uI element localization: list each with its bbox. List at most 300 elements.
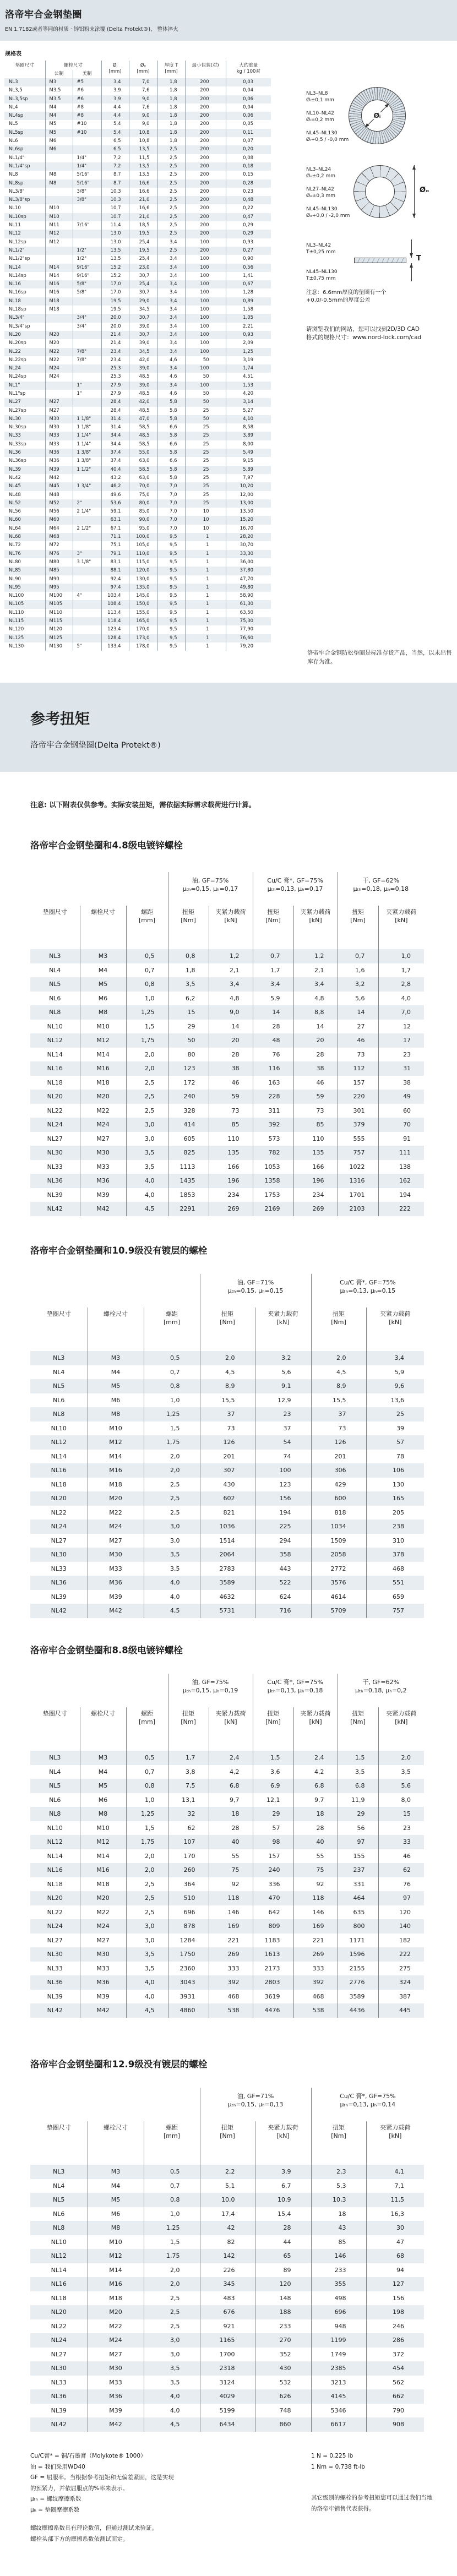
table-cell: 4,4 <box>101 104 129 112</box>
table-row <box>4 171 271 179</box>
table-cell: 34,4 <box>101 440 129 449</box>
table-cell: 200 <box>185 104 226 112</box>
table-cell: 1,0 <box>126 1793 168 1807</box>
thickness-dimension-line <box>411 263 412 281</box>
table-row <box>4 280 271 288</box>
table-cell: 538 <box>293 2003 338 2018</box>
table-cell: 142 <box>200 2249 255 2263</box>
table-cell: 25,4 <box>129 255 157 263</box>
table-cell: 25,4 <box>129 238 157 247</box>
table-cell: 10,8 <box>129 129 157 137</box>
table-cell: M33 <box>45 432 73 440</box>
table-row <box>30 1835 424 1849</box>
table-cell: M39 <box>88 2404 144 2418</box>
table-cell: M27 <box>88 1534 144 1548</box>
col-torque: 扭矩 [Nm] <box>168 906 209 949</box>
col-inner-diameter: Øᵢ [mm] <box>101 61 129 78</box>
table-cell: #6 <box>73 95 101 104</box>
table-cell: 1,25 <box>126 1005 168 1020</box>
table-cell: 8,8 <box>293 1005 338 1020</box>
table-cell: M27 <box>45 407 73 415</box>
table-cell: 0,27 <box>226 247 271 255</box>
lube-group-paste: Cu/C 膏*, GF=75% μₜₕ=0,13, μₕ=0,18 <box>253 1674 338 1707</box>
footnote-other-grades <box>311 2493 451 2514</box>
table-cell: 120 <box>255 2277 311 2291</box>
table-cell: 34,4 <box>101 432 129 440</box>
table-cell: NL36 <box>51 1579 67 1586</box>
col-us: 美制 <box>73 70 101 78</box>
table-row <box>4 550 271 558</box>
col-clamp-load: 夹紧力载荷 [kN] <box>293 906 338 949</box>
table-cell: 123 <box>168 1061 209 1076</box>
table-cell: 3,4 <box>366 1351 424 1365</box>
table-row <box>4 323 271 331</box>
table-cell: M27 <box>80 1132 126 1146</box>
table-cell: 387 <box>378 1990 424 2004</box>
table-cell: 31 <box>378 1061 424 1076</box>
table-cell: 311 <box>253 1104 293 1118</box>
table-cell: NL22 <box>9 348 21 355</box>
table-cell: NL36 <box>47 1177 63 1184</box>
table-cell: 57 <box>366 1435 424 1450</box>
table-cell: 800 <box>338 1919 378 1934</box>
text-line: 的洛帝牢销售代表获得。 <box>311 2505 375 2512</box>
table-cell: 196 <box>209 1174 253 1188</box>
table-cell: NL22 <box>47 1908 63 1916</box>
table-cell: M8 <box>88 1407 144 1422</box>
table-cell: #6 <box>73 86 101 95</box>
table-row <box>4 154 271 162</box>
table-cell: M3 <box>88 1351 144 1365</box>
table-cell: 3,9 <box>101 95 129 104</box>
table-cell: 63,50 <box>226 609 271 617</box>
col-torque: 扭矩 [Nm] <box>168 1707 209 1751</box>
table-cell: 3213 <box>311 2376 366 2390</box>
table-row <box>30 1005 424 1020</box>
table-row <box>4 541 271 549</box>
torque-section-header <box>0 683 457 772</box>
table-cell: NL68 <box>9 534 21 540</box>
table-cell: 188 <box>255 2305 311 2319</box>
thickness-tolerance-note: NL45–NL130 T±0,75 mm <box>306 269 338 281</box>
table-cell: 233 <box>255 2319 311 2334</box>
table-cell: 3,5 <box>144 2376 200 2390</box>
table-cell: 116 <box>253 1061 293 1076</box>
table-cell: 12,9 <box>255 1393 311 1408</box>
table-cell: 5" <box>73 642 101 651</box>
table-cell: 7,2 <box>101 162 129 171</box>
table-cell: 9,7 <box>293 1793 338 1807</box>
table-cell: NL80 <box>9 559 21 565</box>
table-cell: 9,5 <box>157 609 185 617</box>
table-cell: 0,08 <box>226 154 271 162</box>
table-cell: 364 <box>168 1877 209 1892</box>
table-cell: 3,0 <box>126 1118 168 1132</box>
table-cell: 3,9 <box>255 2165 311 2179</box>
table-cell: M22 <box>80 1905 126 1920</box>
table-cell <box>45 188 73 196</box>
table-cell: M24 <box>80 1118 126 1132</box>
table-cell: 75 <box>293 1863 338 1877</box>
table-cell: M5 <box>88 1379 144 1393</box>
table-cell: 21,0 <box>129 196 157 204</box>
table-row <box>30 1590 424 1604</box>
table-cell: 2318 <box>200 2361 255 2376</box>
table-cell: 676 <box>200 2305 255 2319</box>
table-cell: 2 1/4" <box>73 508 101 516</box>
table-cell: 28 <box>253 1020 293 1034</box>
table-cell: NL64 <box>9 525 21 531</box>
table-cell: NL8 <box>9 172 18 178</box>
table-cell: 113,4 <box>101 609 129 617</box>
table-cell: 0,06 <box>226 112 271 120</box>
table-cell <box>73 297 101 306</box>
table-row <box>4 339 271 347</box>
table-cell: 1,5 <box>126 1821 168 1836</box>
table-cell: NL18 <box>47 1079 63 1086</box>
table-cell: 173,0 <box>129 634 157 642</box>
table-cell: 3,5 <box>378 1765 424 1779</box>
table-cell: NL6 <box>49 994 61 1002</box>
table-cell: NL27 <box>51 1537 67 1544</box>
table-cell: 0,5 <box>126 949 168 963</box>
table-cell: 4,4 <box>101 112 129 120</box>
table-cell: 430 <box>200 1478 255 1492</box>
table-cell: M4 <box>80 963 126 978</box>
table-cell: 37,4 <box>101 449 129 457</box>
table-cell: 2,5 <box>157 247 185 255</box>
table-cell: 2776 <box>338 1975 378 1990</box>
table-cell: 19,5 <box>129 247 157 255</box>
table-cell: 1 <box>185 625 226 634</box>
table-cell: 790 <box>366 2404 424 2418</box>
table-cell: 4,0 <box>126 1174 168 1188</box>
table-cell: NL6 <box>9 138 18 144</box>
table-cell: 200 <box>185 112 226 120</box>
table-cell: 1,41 <box>226 272 271 280</box>
table-cell: NL22 <box>51 2322 67 2330</box>
table-cell: NL3 <box>49 1754 61 1761</box>
table-cell: 39,0 <box>129 382 157 390</box>
table-row <box>30 1506 424 1520</box>
table-cell: NL16 <box>9 281 21 287</box>
table-cell: #10 <box>73 129 101 137</box>
table-cell: 5199 <box>200 2404 255 2418</box>
table-cell: 2,5 <box>157 213 185 221</box>
table-cell <box>73 339 101 347</box>
table-cell: 818 <box>311 1506 366 1520</box>
table-cell: 25 <box>366 1407 424 1422</box>
table-row <box>4 584 271 592</box>
table-cell: 1 3/8" <box>73 457 101 465</box>
table-cell: 0,8 <box>126 977 168 992</box>
table-cell: M36 <box>45 449 73 457</box>
table-cell: 100,0 <box>129 533 157 541</box>
table-cell: 445 <box>378 2003 424 2018</box>
table-cell: 1036 <box>200 1520 255 1534</box>
table-cell: 25 <box>185 457 226 465</box>
table-cell: M8 <box>45 171 73 179</box>
table-row <box>30 977 424 992</box>
table-cell: 97 <box>338 1835 378 1849</box>
table-cell: 8,0 <box>378 1793 424 1807</box>
text-line: 油 = 我们采用WD40 <box>30 2463 85 2470</box>
table-cell: 100 <box>185 306 226 314</box>
table-cell: 0,7 <box>144 1365 200 1380</box>
lube-group-oil: 油, GF=75% μₜₕ=0,15, μₕ=0,19 <box>168 1674 253 1707</box>
table-cell: M10 <box>80 1821 126 1836</box>
table-cell: 89 <box>255 2263 311 2278</box>
table-cell: 333 <box>293 1962 338 1976</box>
table-cell: 2,5 <box>144 2319 200 2334</box>
table-cell: 196 <box>293 1174 338 1188</box>
table-cell: 1,5 <box>144 2235 200 2250</box>
table-cell: 20 <box>293 1033 338 1048</box>
table-cell: M33 <box>45 440 73 449</box>
table-cell: 0,29 <box>226 221 271 230</box>
table-cell: 1,8 <box>157 129 185 137</box>
table-cell: 9,5 <box>157 642 185 651</box>
table-cell: 1284 <box>168 1934 209 1948</box>
table-cell: 25 <box>185 449 226 457</box>
table-cell: NL16sp <box>9 290 26 296</box>
table-cell: 757 <box>366 1604 424 1618</box>
table-row <box>4 306 271 314</box>
table-cell: 23 <box>378 1048 424 1062</box>
table-cell: 157 <box>253 1849 293 1864</box>
table-cell: 112 <box>338 1061 378 1076</box>
spec-table-head <box>4 61 271 78</box>
table-cell: M8 <box>80 1005 126 1020</box>
table-row <box>4 247 271 255</box>
table-cell: M12 <box>45 238 73 247</box>
table-cell: NL60 <box>9 517 21 523</box>
table-cell: 29,0 <box>129 297 157 306</box>
table-cell: 15,2 <box>101 264 129 272</box>
table-cell: 1 <box>185 600 226 608</box>
table-row <box>30 1990 424 2004</box>
table-row <box>30 1863 424 1877</box>
table-row <box>30 1779 424 1793</box>
table-cell: 269 <box>293 1202 338 1216</box>
table-cell: M100 <box>45 592 73 600</box>
table-cell: 92 <box>209 1877 253 1892</box>
table-cell: 3,9 <box>101 86 129 95</box>
table-cell <box>73 634 101 642</box>
table-cell: M3,5 <box>45 86 73 95</box>
table-cell: 23 <box>255 1407 311 1422</box>
table-cell: 100 <box>185 331 226 339</box>
table-cell: M14 <box>80 1048 126 1062</box>
table-cell: M80 <box>45 558 73 567</box>
table-cell: 5,89 <box>226 466 271 474</box>
table-cell: 468 <box>293 1990 338 2004</box>
table-cell: 31,4 <box>101 415 129 423</box>
table-cell: NL6 <box>49 1796 61 1804</box>
table-cell: 1,8 <box>157 95 185 104</box>
table-cell: NL10 <box>51 2238 67 2246</box>
table-cell: 14 <box>293 1020 338 1034</box>
table-cell: 483 <box>200 2291 255 2306</box>
table-cell: 100 <box>185 288 226 297</box>
table-cell: 5/16" <box>73 171 101 179</box>
torque-table-8-8-body <box>30 1751 424 2018</box>
text-line: 1 Nm = 0,738 ft-lb <box>311 2463 365 2470</box>
table-cell: 9,5 <box>157 550 185 558</box>
table-cell: 200 <box>185 196 226 204</box>
table-cell: NL110 <box>9 609 24 616</box>
table-cell: 1 <box>185 533 226 541</box>
table-cell <box>73 541 101 549</box>
table-cell: 2,3 <box>311 2165 366 2179</box>
table-row <box>4 104 271 112</box>
table-cell: 67,1 <box>101 525 129 533</box>
table-cell: NL10 <box>47 1824 63 1832</box>
col-metric: 公制 <box>45 70 73 78</box>
table-cell: 23,4 <box>101 356 129 364</box>
table-cell: 100 <box>185 339 226 347</box>
table-cell: 30,7 <box>129 331 157 339</box>
torque-table-10-9-body <box>30 1351 424 1618</box>
col-clamp-load: 夹紧力载荷 [kN] <box>209 1707 253 1751</box>
table-cell: 4,0 <box>144 1590 200 1604</box>
table-row <box>30 1422 424 1436</box>
table-cell: 133,4 <box>101 642 129 651</box>
table-row <box>4 407 271 415</box>
table-cell: 20,0 <box>101 314 129 322</box>
table-cell: 28,4 <box>101 398 129 406</box>
col-washer-size: 垫圈尺寸 <box>42 908 67 916</box>
table-cell: M20 <box>80 1891 126 1905</box>
table-cell: M4 <box>45 104 73 112</box>
table-cell: 28,20 <box>226 533 271 541</box>
table-cell: 63,0 <box>129 474 157 482</box>
table-cell: 2,4 <box>293 1751 338 1765</box>
table-cell: NL12 <box>9 231 21 237</box>
torque-table-10-9 <box>30 1274 424 1618</box>
table-cell: 0,67 <box>226 280 271 288</box>
table-cell: 30,7 <box>129 288 157 297</box>
table-cell: 1,75 <box>126 1835 168 1849</box>
table-cell: 1 3/4" <box>73 482 101 491</box>
table-cell: 0,05 <box>226 120 271 128</box>
table-cell: NL24 <box>51 1523 67 1530</box>
col-clamp-load: 夹紧力载荷 [kN] <box>209 906 253 949</box>
table-cell <box>73 600 101 608</box>
table-cell <box>73 491 101 499</box>
table-cell: NL12 <box>47 1037 63 1044</box>
table-cell: 4,0 <box>378 992 424 1006</box>
table-cell: M18 <box>88 2291 144 2306</box>
table-cell: 146 <box>293 1905 338 1920</box>
table-cell: 2,5 <box>126 1877 168 1892</box>
col-weight: 大约重量 kg / 100对 <box>226 61 271 78</box>
table-cell: 9,5 <box>157 558 185 567</box>
table-row <box>4 213 271 221</box>
table-cell: 1,5 <box>126 1020 168 1034</box>
table-cell: 233 <box>311 2263 366 2278</box>
table-cell: 62 <box>168 1821 209 1836</box>
table-cell: 25,3 <box>101 373 129 381</box>
table-cell: 3589 <box>200 1576 255 1590</box>
table-row <box>4 364 271 373</box>
table-cell: 9,6 <box>366 1379 424 1393</box>
table-row <box>30 1947 424 1962</box>
table-cell: 9,0 <box>129 112 157 120</box>
table-cell: 1 <box>185 634 226 642</box>
table-cell: 3,4 <box>157 306 185 314</box>
table-cell: 3,2 <box>338 977 378 992</box>
table-cell: NL18sp <box>9 307 26 313</box>
table-cell: 18 <box>293 1807 338 1821</box>
table-cell: 50 <box>168 1033 209 1048</box>
table-cell: NL30 <box>9 416 21 422</box>
table-cell: 3/8" <box>73 196 101 204</box>
table-cell: NL6 <box>53 2210 65 2218</box>
table-cell: 3,2 <box>255 1351 311 1365</box>
table-cell: 47,70 <box>226 575 271 584</box>
table-cell: 2,2 <box>200 2165 255 2179</box>
table-row <box>30 1548 424 1562</box>
table-cell: 50 <box>185 373 226 381</box>
table-cell: 40,4 <box>101 466 129 474</box>
table-cell: 9,1 <box>255 1379 311 1393</box>
table-cell: 37 <box>311 1407 366 1422</box>
table-cell: 56 <box>338 1821 378 1836</box>
table-cell: 1 <box>185 617 226 625</box>
table-cell: 555 <box>338 1132 378 1146</box>
table-cell <box>73 204 101 213</box>
table-cell: 178,0 <box>129 642 157 651</box>
tolerance-sidebar <box>306 62 457 676</box>
table-cell: 9,5 <box>157 634 185 642</box>
table-row <box>30 1393 424 1408</box>
table-cell: 201 <box>200 1450 255 1464</box>
text-line: 1 N = 0,225 lb <box>311 2453 353 2459</box>
table-cell: 0,90 <box>226 255 271 263</box>
table-row <box>4 204 271 213</box>
table-cell: 0,04 <box>226 104 271 112</box>
table-cell: 1,8 <box>157 86 185 95</box>
table-cell: 63,1 <box>101 516 129 524</box>
table-cell: 13,0 <box>101 230 129 238</box>
torque-table-4-8-title: 洛帝牢合金钢垫圈和4.8级电镀锌螺栓 <box>30 840 183 851</box>
table-cell: 1,8 <box>157 112 185 120</box>
table-cell: M16 <box>88 2277 144 2291</box>
table-cell: M52 <box>45 499 73 508</box>
table-cell: NL125 <box>9 635 24 641</box>
table-cell <box>73 407 101 415</box>
table-cell: 11,9 <box>338 1793 378 1807</box>
table-cell: NL5 <box>53 2196 65 2203</box>
table-cell: 46 <box>338 1033 378 1048</box>
table-cell: 3,4 <box>157 264 185 272</box>
table-cell: 170 <box>168 1849 209 1864</box>
table-cell: NL3 <box>9 79 18 85</box>
table-cell: M76 <box>45 550 73 558</box>
table-cell <box>73 516 101 524</box>
table-cell: NL24 <box>47 1923 63 1930</box>
table-cell: 0,5 <box>144 1351 200 1365</box>
table-cell: 9,5 <box>157 541 185 549</box>
table-cell: M3 <box>80 1751 126 1765</box>
table-cell: NL3,5 <box>9 88 23 94</box>
table-cell: 4476 <box>253 2003 293 2018</box>
table-cell: 5,49 <box>226 449 271 457</box>
table-cell <box>73 625 101 634</box>
table-cell: NL1" <box>9 382 20 388</box>
table-row <box>30 1132 424 1146</box>
